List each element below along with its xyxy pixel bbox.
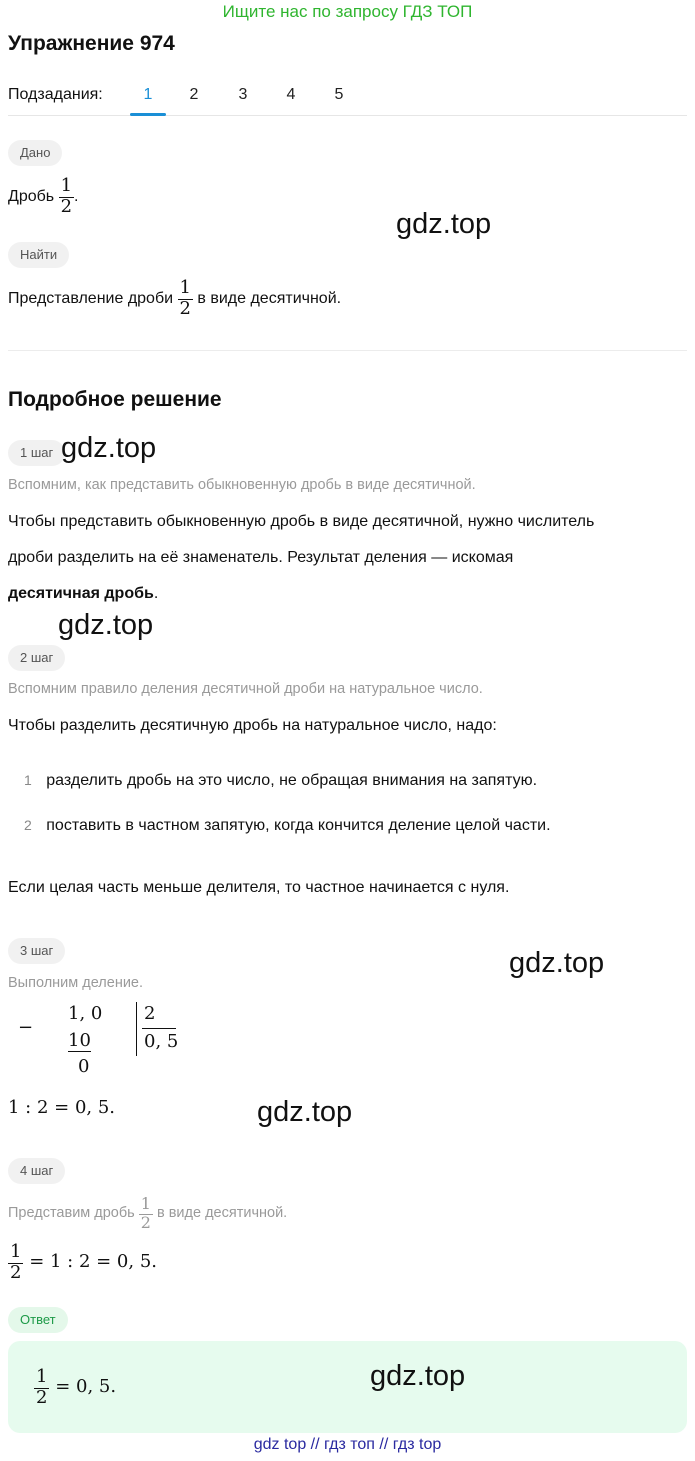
given-tag: Дано — [8, 140, 62, 166]
answer-tag: Ответ — [8, 1307, 68, 1333]
page-title: Упражнение 974 — [8, 32, 175, 55]
division-subtract: 10 — [68, 1030, 91, 1051]
find-suffix: в виде десятичной. — [197, 290, 342, 307]
step1-line3-end: . — [153, 585, 159, 602]
step4-hint-suffix: в виде десятичной. — [156, 1205, 288, 1221]
answer-fraction — [34, 1365, 49, 1408]
step4-hint-prefix: Представим дробь — [8, 1205, 135, 1221]
search-banner[interactable]: Ищите нас по запросу ГДЗ ТОП — [222, 2, 473, 21]
step4-hint-fraction — [139, 1193, 153, 1232]
tab-1[interactable]: 1 — [143, 86, 153, 103]
watermark: gdz.top — [61, 432, 157, 464]
list-item — [24, 772, 537, 790]
subtasks-label: Подзадания: — [8, 86, 103, 103]
division-quotient: 0, 5 — [144, 1031, 179, 1052]
tab-3[interactable]: 3 — [238, 86, 248, 103]
find-frac-den: 2 — [179, 298, 191, 320]
step3-tag: 3 шаг — [8, 938, 65, 964]
watermark: gdz.top — [58, 609, 154, 641]
step1-line1: Чтобы представить обыкновенную дробь в виде десятичной, нужно числитель — [8, 513, 595, 530]
division-vertical-bar — [136, 1002, 137, 1056]
given-frac-den: 2 — [60, 196, 73, 218]
step4-tag: 4 шаг — [8, 1158, 65, 1184]
step3-hint: Выполним деление. — [8, 975, 144, 991]
step2-hint: Вспомним правило деления десятичной дроби на натуральное число. — [8, 681, 483, 697]
answer-equation — [34, 1359, 116, 1415]
find-text — [8, 274, 341, 324]
solution-title: Подробное решение — [8, 388, 222, 411]
footer-separator: // — [379, 1436, 389, 1453]
footer-links — [0, 1436, 695, 1454]
find-prefix: Представление дроби — [8, 290, 174, 307]
answer-rest: = 0, 5. — [55, 1376, 117, 1397]
watermark: gdz.top — [509, 947, 605, 979]
step1-line2: дроби разделить на её знаменатель. Результат деления — искомая — [8, 549, 514, 566]
step2-note: Если целая часть меньше делителя, то частное начинается с нуля. — [8, 879, 510, 896]
step4-eq-den: 2 — [10, 1261, 22, 1283]
answer-num: 1 — [36, 1365, 48, 1387]
given-text — [8, 172, 79, 222]
step2-tag: 2 шаг — [8, 645, 65, 671]
step1-bold-term: десятичная дробь — [8, 585, 154, 602]
step4-eq-num: 1 — [10, 1240, 22, 1262]
tab-2[interactable]: 2 — [189, 86, 199, 103]
list-item-text: разделить дробь на это число, не обращая внимания на запятую. — [46, 772, 538, 789]
division-divisor: 2 — [144, 1003, 156, 1024]
given-prefix: Дробь — [8, 188, 55, 205]
step3-result: 1 : 2 = 0, 5. — [8, 1097, 116, 1118]
step4-equation — [8, 1236, 157, 1288]
step1-line3 — [8, 585, 158, 603]
list-item — [24, 817, 551, 835]
watermark: gdz.top — [257, 1096, 353, 1128]
step1-tag: 1 шаг — [8, 440, 65, 466]
division-dividend: 1, 0 — [68, 1003, 103, 1024]
active-tab-indicator — [130, 113, 166, 116]
step4-hint-frac-den: 2 — [140, 1212, 151, 1232]
step4-eq-fraction — [8, 1240, 23, 1283]
tab-4[interactable]: 4 — [286, 86, 296, 103]
step4-hint-frac-num: 1 — [140, 1193, 151, 1213]
step2-intro: Чтобы разделить десятичную дробь на натуральное число, надо: — [8, 717, 497, 734]
find-frac-num: 1 — [179, 277, 191, 299]
subtasks-bar — [8, 84, 687, 116]
division-remainder: 0 — [78, 1056, 90, 1077]
division-minus: − — [18, 1017, 34, 1038]
list-item-text: поставить в частном запятую, когда кончится деление целой части. — [46, 817, 551, 834]
given-suffix: . — [74, 188, 79, 205]
footer-link-gdz-top-mixed[interactable]: гдз top — [392, 1436, 442, 1453]
division-horizontal-bar — [142, 1028, 176, 1029]
section-divider — [8, 350, 687, 351]
answer-den: 2 — [36, 1386, 48, 1408]
given-frac-num: 1 — [60, 175, 73, 197]
footer-link-gdz-top-ru[interactable]: гдз топ — [324, 1436, 375, 1453]
step1-hint: Вспомним, как представить обыкновенную дробь в виде десятичной. — [8, 477, 476, 493]
watermark: gdz.top — [396, 208, 492, 240]
list-item-number: 1 — [24, 772, 32, 788]
footer-link-gdz-top[interactable]: gdz top — [253, 1436, 307, 1453]
step4-eq-rest: = 1 : 2 = 0, 5. — [29, 1251, 157, 1272]
find-tag: Найти — [8, 242, 69, 268]
given-fraction — [59, 177, 74, 216]
answer-box — [8, 1341, 687, 1433]
find-fraction — [178, 279, 193, 318]
footer-separator: // — [310, 1436, 320, 1453]
long-division — [0, 1000, 200, 1080]
tab-5[interactable]: 5 — [334, 86, 344, 103]
step4-hint — [8, 1188, 287, 1238]
watermark: gdz.top — [370, 1360, 466, 1392]
list-item-number: 2 — [24, 817, 32, 833]
